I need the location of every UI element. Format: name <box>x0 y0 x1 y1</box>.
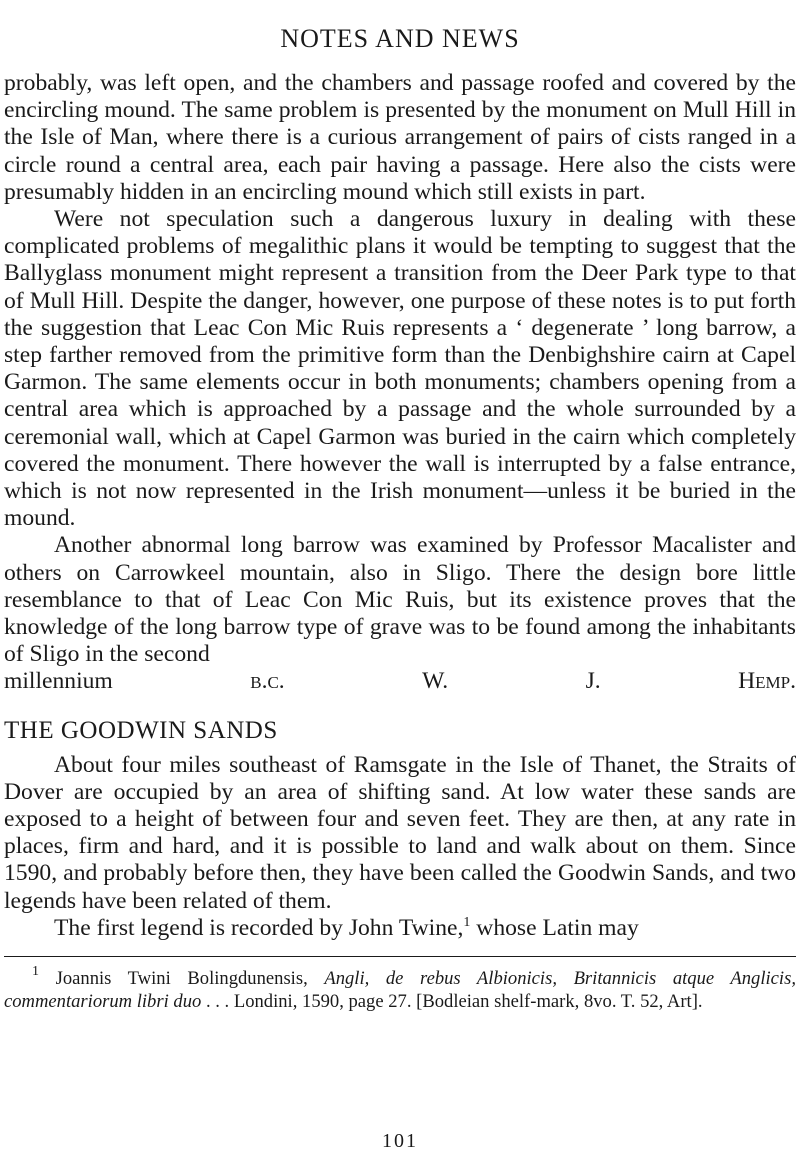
footnote-title: Angli, de rebus Albionicis, Britannicis atque Anglicis, commentariorum libri duo <box>4 968 796 1013</box>
footnote <box>4 964 796 1013</box>
era-abbreviation: b.c. <box>250 668 285 695</box>
paragraph-first-legend: The first legend is recorded by John Twine,$^1$ whose Latin may <box>54 914 639 941</box>
running-head: NOTES AND NEWS <box>280 24 520 53</box>
paragraph-carrowkeel: Another abnormal long barrow was examined by Professor Macalister and others on Carrowkeel mountain, also in Sligo. There the design bore little resemblance to that of Leac Con Mic Ruis, but its existence proves that the knowledge of the long barrow type of grave was to be found among the inhabitants of Sligo in the second <box>4 532 796 668</box>
closing-text: millennium b.c. <box>4 668 285 695</box>
paragraph-goodwin-intro: About four miles southeast of Ramsgate in the Isle of Thanet, the Straits of Dover are occupied by an area of shifting sand. At low water these sands are exposed to a height of between four and seven feet. They are then, at any rate in places, firm and hard, and it is possible to land and walk about on them. Since 1590, and probably before then, they have been called the Goodwin Sands, and two legends have been related of them. <box>4 751 796 914</box>
footnote-rule <box>4 956 796 957</box>
footnote-number: 1 <box>32 964 39 980</box>
paragraph-continued: probably, was left open, and the chambers and passage roofed and covered by the encircling mound. The same problem is presented by the monument on Mull Hill in the Isle of Man, where there is a curious arrangement of pairs of cists ranged in a circle round a central area, each pair having a passage. Here also the cists were presumably hidden in an encircling mound which still exists in part. <box>4 70 796 205</box>
section-heading: THE GOODWIN SANDS <box>4 716 278 744</box>
paragraph-speculation: Were not speculation such a dangerous luxury in dealing with these complicated problems of megalithic plans it would be tempting to suggest that the Ballyglass monument might represent a transition from the Deer Park type to that of Mull Hill. Despite the danger, however, one purpose of these notes is to put forth the suggestion that Leac Con Mic Ruis represents a ‘ degenerate ’ long barrow, a step farther removed from the primitive form than the Denbighshire cairn at Capel Garmon. The same elements occur in both monuments; chambers opening from a central area which is approached by a passage and the whole surrounded by a ceremonial wall, which at Capel Garmon was buried in the cairn which completely covered the monument. There however the wall is interrupted by a false entrance, which is not now represented in the Irish monument—unless it be buried in the mound. <box>4 206 796 532</box>
footnote-ref[interactable]: 1 <box>463 914 471 930</box>
footnote-author: Joannis Twini Bolingdunensis, <box>55 968 308 990</box>
article-body <box>4 70 796 942</box>
page-number: 101 <box>382 1130 418 1152</box>
signature-line <box>4 668 796 695</box>
footnote-imprint: . . . Londini, 1590, page 27. [Bodleian shelf-mark, 8vo. T. 52, Art]. <box>205 991 703 1013</box>
journal-page <box>4 0 796 1171</box>
author-signature: W. J. Hemp. <box>422 668 796 695</box>
